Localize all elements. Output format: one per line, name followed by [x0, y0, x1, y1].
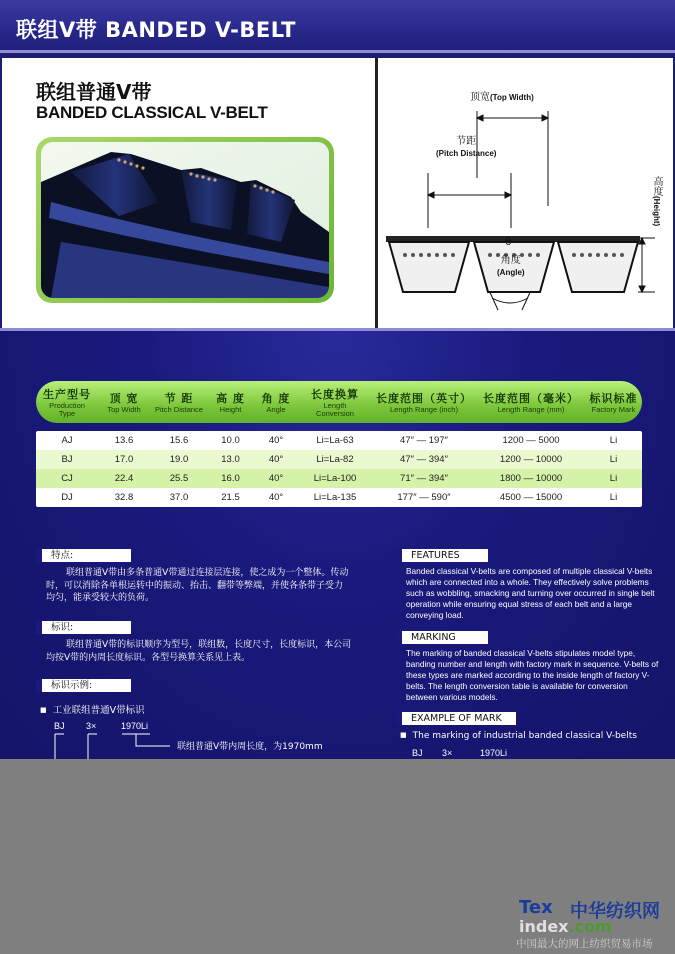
example-bullet-cn: ■ 工业联组普通V带标识 — [40, 702, 145, 716]
features-body-cn: 联组普通V带由多条普通V带通过连接层连接，使之成为一个整体。传动时，可以消除各单根运转中的振动、抬击、翻带等弊端，并使各条带子受力均匀，能承受较大的负荷。 — [46, 568, 349, 603]
table-cell: Li — [609, 473, 618, 484]
table-row — [36, 488, 642, 507]
table-cell: 21.5 — [221, 492, 240, 503]
table-cell: Li — [609, 435, 618, 446]
angle-label-cn: 角度 — [500, 255, 521, 266]
belt-photo — [41, 142, 329, 298]
col-en: Factory Mark — [591, 405, 636, 415]
table-cell: BJ — [61, 454, 73, 465]
table-cell: 40° — [268, 492, 284, 503]
table-cell: 47″ — 197″ — [400, 435, 448, 446]
marking-head-en: MARKING — [396, 631, 488, 644]
col-length-conversion — [299, 381, 371, 423]
col-en: Pitch Distance — [155, 405, 203, 415]
table-cell: 16.0 — [221, 473, 240, 484]
marking-body-en: The marking of banded classical V-belts stipulates model type, banding number and length with factory mark in sequence. V-belts of these types are marked according to the inside length of factory V-belts. The length conversion table is available for conversion between various models. — [406, 648, 659, 702]
col-length-inch — [371, 381, 477, 423]
table-cell: 37.0 — [169, 492, 189, 503]
belt-cross-section-diagram — [380, 88, 670, 318]
table-cell: 40° — [268, 454, 284, 465]
spec-table-body — [36, 431, 642, 507]
table-cell: Li=La-82 — [316, 454, 354, 465]
section-divider — [375, 58, 378, 328]
col-cn: 顶 宽 — [109, 392, 139, 406]
logo-tex: Tex — [519, 897, 553, 918]
belt-photo-frame — [36, 137, 334, 303]
table-row — [36, 469, 642, 488]
table-row — [36, 431, 642, 450]
angle-label-en: (Angle) — [497, 267, 525, 277]
logo-index — [519, 917, 612, 936]
code-bj-cn: BJ — [54, 721, 65, 731]
spec-table — [36, 381, 642, 507]
top-width-label-cn: 顶宽 — [470, 92, 490, 103]
code-len-cn: 1970Li — [121, 721, 149, 731]
col-factory-mark — [585, 381, 642, 423]
header-bar — [0, 0, 675, 58]
header-rule — [0, 50, 675, 53]
height-label-cn: 高度 — [651, 176, 662, 196]
code-3x-cn: 3× — [86, 721, 97, 731]
col-pitch-distance — [150, 381, 208, 423]
example-head-cn: 标识示例: — [36, 679, 131, 692]
col-en: Height — [219, 405, 242, 415]
col-top-width — [98, 381, 150, 423]
table-cell: 13.0 — [221, 454, 240, 465]
col-en: Top Width — [107, 405, 141, 415]
logo-slogan: 中国最大的网上纺织贸易市场 — [516, 938, 653, 950]
col-en: Angle — [266, 405, 286, 415]
pitch-label-en: (Pitch Distance) — [436, 148, 497, 158]
features-head-en: FEATURES — [396, 549, 488, 562]
logo-com-text: .com — [568, 917, 612, 936]
table-cell: Li=La-100 — [313, 473, 357, 484]
col-length-mm — [477, 381, 585, 423]
table-cell: 32.8 — [114, 492, 134, 503]
code-note-cn: 联组普通V带内周长度，为1970mm — [177, 742, 323, 752]
spec-table-header — [36, 381, 642, 423]
table-cell: 1200 — 5000 — [502, 435, 560, 446]
table-cell: 40° — [268, 473, 284, 484]
features-head-cn: 特点: — [36, 549, 131, 562]
mark-body-cn: 联组普通V带的标识顺序为型号，联组数，长度尺寸，长度标识，本公司均按V带的内周长度标识。各型号换算关系见上表。 — [46, 640, 352, 663]
pitch-label — [436, 136, 496, 159]
product-section — [0, 58, 675, 328]
col-cn: 角 度 — [261, 392, 291, 406]
logo-index-text: index — [519, 917, 569, 936]
spec-section-rule — [0, 328, 675, 331]
product-title-en: BANDED CLASSICAL V-BELT — [36, 103, 268, 122]
col-cn: 生产型号 — [43, 388, 91, 402]
table-cell: 22.4 — [114, 473, 134, 484]
product-title-cn: 联组普通V带 — [36, 80, 152, 104]
col-en: Length Range (inch) — [390, 405, 458, 415]
code-len-en: 1970Li — [480, 748, 508, 758]
table-cell: Li — [609, 454, 618, 465]
table-cell: Li — [609, 492, 618, 503]
height-label-en: (Height) — [652, 196, 661, 227]
table-cell: 25.5 — [169, 473, 189, 484]
top-width-label — [470, 92, 534, 104]
table-cell: 177″ — 590″ — [397, 492, 451, 503]
example-head-en: EXAMPLE OF MARK — [396, 712, 516, 725]
col-production-type — [36, 381, 98, 423]
code-connector-lines — [50, 732, 180, 759]
top-width-label-en: (Top Width) — [490, 93, 534, 102]
table-cell: 47″ — 394″ — [400, 454, 448, 465]
col-cn: 长度范围（英寸） — [376, 392, 472, 406]
col-cn: 高 度 — [216, 392, 245, 406]
table-row — [36, 450, 642, 469]
col-height — [208, 381, 253, 423]
table-cell: Li=La-63 — [316, 435, 354, 446]
code-bj-en: BJ — [412, 748, 423, 758]
features-body-en: Banded classical V-belts are composed of multiple classical V-belts which are connected into a whole. They effectively solve problems such as wobbling, smacking and turning over occurred in single belt operation while ensuring equal stress of each belt and a large conveying load. — [406, 566, 655, 620]
frame-left — [0, 58, 2, 328]
table-cell: 19.0 — [169, 454, 189, 465]
pitch-label-cn: 节距 — [456, 136, 477, 147]
table-cell: DJ — [61, 492, 73, 503]
table-cell: 15.6 — [169, 435, 189, 446]
col-angle — [253, 381, 299, 423]
col-en: Length Range (mm) — [497, 405, 565, 415]
table-cell: 10.0 — [221, 435, 240, 446]
logo-cn: 中华纺织网 — [570, 901, 660, 922]
table-cell: 17.0 — [114, 454, 134, 465]
table-cell: 40° — [268, 435, 284, 446]
height-label — [651, 176, 661, 226]
col-cn: 标识标准 — [589, 392, 638, 406]
table-cell: 4500 — 15000 — [499, 492, 563, 503]
table-cell: AJ — [61, 435, 73, 446]
example-bullet-en: ■ The marking of industrial banded classical V-belts — [400, 731, 637, 741]
header-title: 联组V带 BANDED V-BELT — [16, 18, 296, 42]
mark-head-cn: 标识: — [36, 621, 131, 634]
code-3x-en: 3× — [442, 748, 453, 758]
col-cn: 长度范围（毫米） — [483, 392, 579, 406]
angle-symbol: θ — [505, 235, 512, 248]
col-cn: 节 距 — [164, 392, 194, 406]
belt-illustration — [41, 142, 329, 298]
angle-label — [497, 255, 525, 278]
table-cell: 1800 — 10000 — [499, 473, 563, 484]
col-en: Production Type — [49, 401, 85, 418]
table-cell: Li=La-135 — [313, 492, 357, 503]
col-en: Length Conversion — [316, 401, 354, 418]
table-cell: CJ — [61, 473, 73, 484]
table-cell: 71″ — 394″ — [400, 473, 448, 484]
footer-notch — [415, 759, 675, 770]
table-cell: 1200 — 10000 — [499, 454, 563, 465]
col-cn: 长度换算 — [311, 388, 359, 402]
table-cell: 13.6 — [114, 435, 134, 446]
